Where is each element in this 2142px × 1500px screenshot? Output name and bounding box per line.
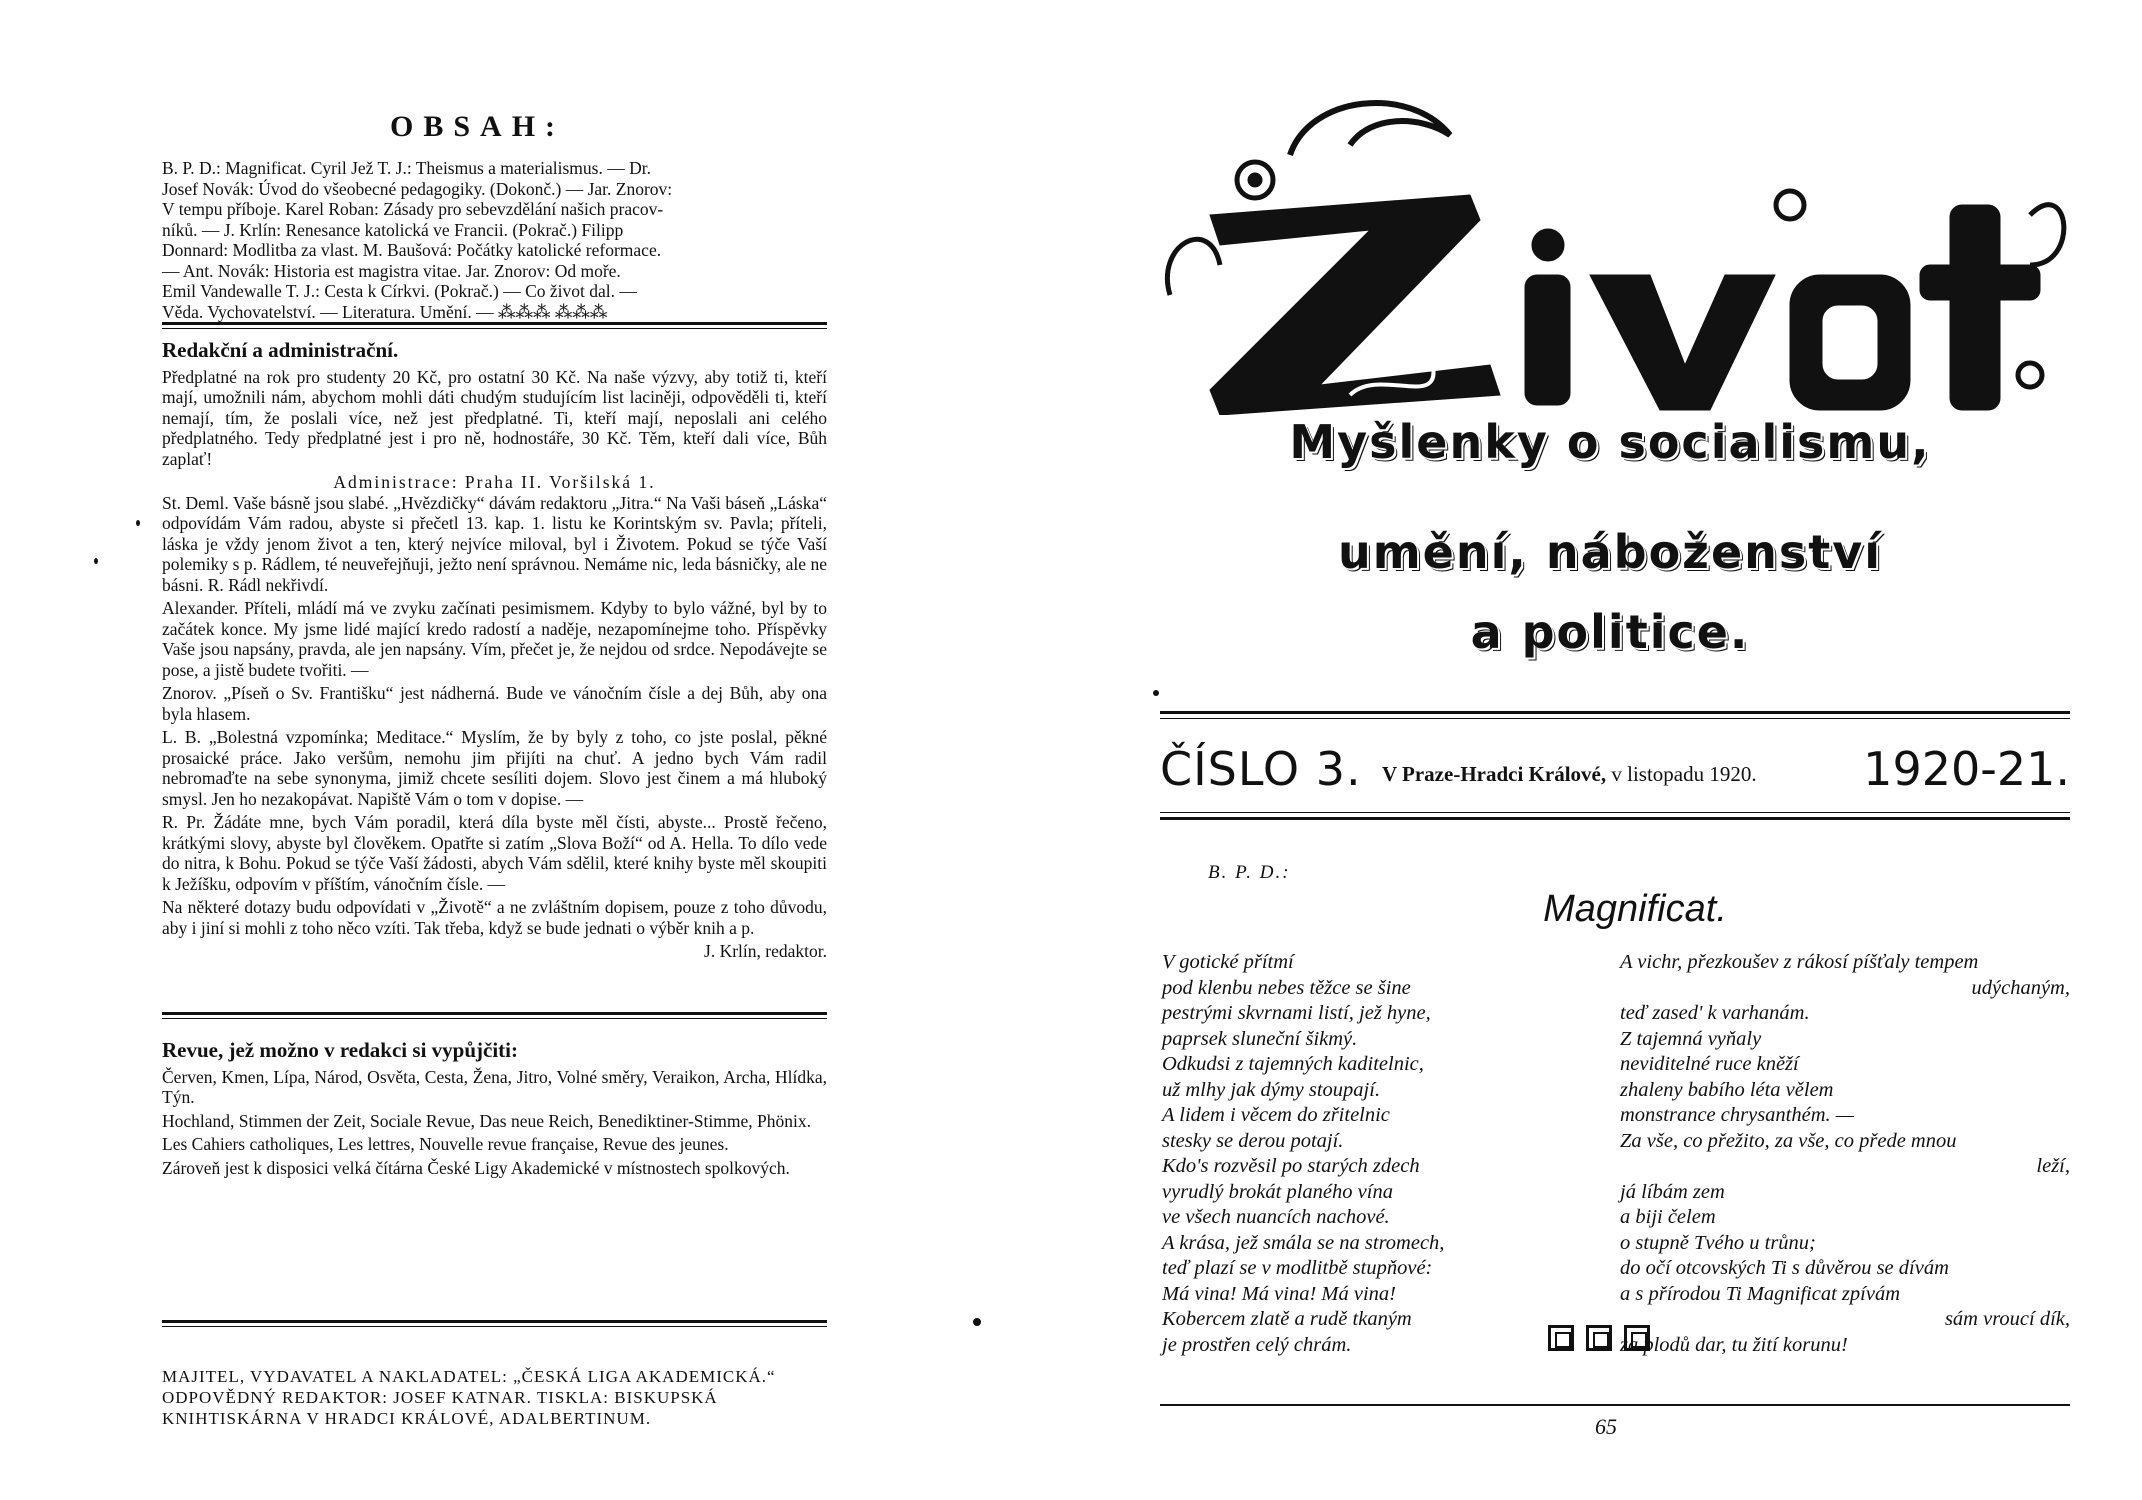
masthead-logo	[1150, 95, 2070, 415]
issue-place: V Praze-Hradci Králové,	[1382, 762, 1607, 786]
poem-line: leží,	[2036, 1155, 2070, 1177]
revue-paragraph: Zároveň jest k disposici velká čítárna České Ligy Akademické v místnostech spolkových.	[162, 1157, 790, 1178]
masthead-subtitle: Myšlenky o socialismu,	[1289, 415, 1931, 469]
poem-line: ve všech nuancích nachové.	[1162, 1206, 1390, 1228]
poem-line: je prostřen celý chrám.	[1162, 1333, 1352, 1356]
revue-paragraph: Les Cahiers catholiques, Les lettres, Nouvelle revue française, Revue des jeunes.	[162, 1134, 729, 1154]
poem-line: teď plazí se v modlitbě stupňové:	[1162, 1257, 1433, 1279]
contents-line: — Ant. Novák: Historia est magistra vitae. Jar. Znorov: Od moře.	[162, 260, 621, 281]
contents-line: V tempu příboje. Karel Roban: Zásady pro sebevzdělání našich pracov-	[162, 199, 664, 219]
poem-title: Magnificat.	[1543, 888, 1727, 930]
editorial-paragraph: Alexander. Příteli, mládí má ve zvyku začínati pesimismem. Kdyby to bylo vážné, byl by to začátek konce. My jsme lidé mající kredo radostí a naděje, nezapomínejme toho. Příspěvky Vaše jsou napsány, pravda, ale jen napsány. Vím, přečet je, že nejdou od srdce. Nepodávejte se pose, a jistě budete tvořiti. —	[162, 598, 827, 680]
masthead	[1150, 95, 2070, 695]
poem-line: paprsek sluneční šikmý.	[1162, 1027, 1358, 1050]
poem-line: já líbám zem	[1620, 1180, 1725, 1203]
poem-line: neviditelné ruce kněží	[1620, 1053, 1799, 1075]
poem-column-2	[1620, 950, 2070, 1358]
poem-line: stesky se derou potají.	[1162, 1129, 1344, 1152]
poem-line: sám vroucí dík,	[1944, 1308, 2070, 1330]
editorial-paragraph: R. Pr. Žádáte mne, bych Vám poradil, která díla byste měl čísti, abyste... Prostě řečeno, krátkými slovy, abyste byl člověkem. Opatřte si zatím „Slova Boží“ od A. Hella. To dílo vede do nitra, k Bohu. Pokud se týče Vaší žádosti, abych Vám sdělil, které knihy byste měl skoupiti k Ježíšku, odpovím v příštím, vánočním čísle. —	[162, 812, 827, 894]
poem-line: V gotické přítmí	[1162, 951, 1294, 973]
poem-line: zhaleny babího léta vělem	[1620, 1078, 1834, 1101]
editorial-paragraph: Předplatné na rok pro studenty 20 Kč, pro ostatní 30 Kč. Na naše výzvy, aby totiž ti, kteří mají, umožnili nám, abychom mohli dáti chudým studujícím list laciněji, odpověděli ti, kteří nemají, tím, že poslali více, než jest předplatné. Ti, kteří mají, neposlali ani celého předplatného. Tedy předplatné jest i pro ně, hodnostáře, 30 Kč. Těm, kteří dali více, Bůh zaplať!	[162, 366, 827, 469]
poem-line: vyrudlý brokát planého vína	[1162, 1180, 1393, 1203]
poem-line: pestrými skvrnami listí, jež hyne,	[1162, 1002, 1431, 1024]
poem-column-1	[1162, 950, 1582, 1358]
contents-line: Věda. Vychovatelství. — Literatura. Umění. — ⁂⁂⁂ ⁂⁂⁂	[162, 301, 608, 322]
issue-info	[1160, 742, 2070, 802]
poem-line: teď zased' k varhanám.	[1620, 1002, 1810, 1024]
poem-line: a s přírodou Ti Magnificat zpívám	[1620, 1282, 1900, 1305]
contents-list	[162, 158, 827, 322]
imprint	[162, 1366, 827, 1429]
contents-line: B. P. D.: Magnificat. Cyril Jež T. J.: Theismus a materialismus. — Dr.	[162, 158, 651, 178]
scan-speck	[136, 520, 140, 526]
imprint-line: ODPOVĚDNÝ REDAKTOR: JOSEF KATNAR. TISKLA: BISKUPSKÁ	[162, 1388, 718, 1407]
contents-title: OBSAH:	[390, 110, 566, 143]
poem-line: A vichr, přezkoušev z rákosí píšťaly tempem	[1620, 951, 1979, 973]
page-number: 65	[1595, 1414, 1617, 1439]
scan-speck	[1153, 690, 1159, 696]
masthead-subtitle: a politice.	[1470, 605, 1750, 659]
poem-line: už mlhy jak dýmy stoupají.	[1162, 1078, 1381, 1101]
editorial-paragraph: St. Deml. Vaše básně jsou slabé. „Hvězdičky“ dávám redaktoru „Jitra.“ Na Vaši báseň „Láska“ odpovídám Vám radou, abyste si přečetl 13. kap. 1. listu ke Korintským sv. Pavla; příteli, láska je vždy jenom život a ten, který nejvíce miloval, byl i Životem. Pokud se týče Vaší polemiky s p. Rádlem, té neuveřejňuji, ježto není správnou. Nemáme nic, leda básničky, ale ne básni. R. Rádl nekřivdí.	[162, 492, 827, 595]
poem-line: A krása, jež smála se na stromech,	[1162, 1231, 1445, 1254]
revue-section	[162, 1040, 827, 1181]
poem-line: Za vše, co přežito, za vše, co přede mnou	[1620, 1129, 1957, 1152]
poem-line: za plodů dar, tu žití korunu!	[1620, 1333, 1848, 1356]
poem-line: Z tajemná vyňaly	[1620, 1027, 1762, 1050]
revue-paragraph: Hochland, Stimmen der Zeit, Sociale Revue, Das neue Reich, Benediktiner-Stimme, Phönix.	[162, 1110, 811, 1131]
issue-divider	[1160, 711, 2070, 714]
editorial-section	[162, 340, 827, 962]
issue-number: ČÍSLO 3.	[1160, 742, 1362, 796]
editorial-paragraph: Na některé dotazy budu odpovídati v „Životě“ a ne zvláštním dopisem, pouze z toho důvodu, aby i jiní si mohli z toho něco vzíti. Tak třeba, když se bude jednati o výběr knih a p.	[162, 897, 827, 938]
ornament-icon	[1586, 1325, 1612, 1351]
ornament-icon	[1548, 1325, 1574, 1351]
poem-line: a biji čelem	[1620, 1206, 1716, 1228]
administration-note: Administrace: Praha II. Voršilská 1.	[333, 472, 656, 492]
poem-line: Kobercem zlatě a rudě tkaným	[1162, 1308, 1412, 1330]
poem-line: udýchaným,	[1971, 976, 2070, 999]
scan-speck	[94, 558, 98, 564]
issue-place-date	[1382, 762, 1757, 787]
editorial-heading: Redakční a administrační.	[162, 338, 399, 362]
masthead-subtitle: umění, náboženství	[1337, 525, 1883, 579]
section-divider	[162, 1012, 827, 1015]
section-divider	[162, 322, 827, 325]
poem-line: A lidem i věcem do zřitelnic	[1162, 1104, 1390, 1126]
contents-line: Donnard: Modlitba za vlast. M. Baušová: Počátky katolické reformace.	[162, 240, 662, 260]
editorial-paragraph: Znorov. „Píseň o Sv. Františku“ jest nádherná. Bude ve vánočním čísle a dej Bůh, aby ona byla hlasem.	[162, 683, 827, 724]
contents-line: Emil Vandewalle T. J.: Cesta k Církvi. (Pokrač.) — Co život dal. —	[162, 281, 637, 301]
scan-speck	[973, 1318, 981, 1326]
poem-line: pod klenbu nebes těžce se šine	[1162, 976, 1411, 999]
page-divider	[1160, 1404, 2070, 1406]
revue-paragraph: Červen, Kmen, Lípa, Národ, Osvěta, Cesta, Žena, Jitro, Volné směry, Veraikon, Archa, Hlídka, Týn.	[162, 1066, 827, 1107]
section-divider	[162, 1320, 827, 1323]
poem-line: Odkudsi z tajemných kaditelnic,	[1162, 1053, 1424, 1075]
issue-date: v listopadu 1920.	[1611, 762, 1757, 786]
revue-heading: Revue, jež možno v redakci si vypůjčiti:	[162, 1038, 518, 1062]
editor-signature: J. Krlín, redaktor.	[704, 941, 827, 961]
issue-year: 1920-21.	[1863, 742, 2070, 796]
poem-line: Kdo's rozvěsil po starých zdech	[1162, 1155, 1420, 1177]
poem-line: monstrance chrysanthém. —	[1620, 1104, 1855, 1126]
imprint-line: KNIHTISKÁRNA V HRADCI KRÁLOVÉ, ADALBERTINUM.	[162, 1409, 652, 1428]
poem-line: Má vina! Má vina! Má vina!	[1162, 1282, 1396, 1305]
ornament-icon	[1624, 1325, 1650, 1351]
imprint-line: MAJITEL, VYDAVATEL A NAKLADATEL: „ČESKÁ LIGA AKADEMICKÁ.“	[162, 1367, 776, 1386]
section-ornaments	[1548, 1325, 1650, 1351]
poem-line: o stupně Tvého u trůnu;	[1620, 1231, 1816, 1254]
editorial-paragraph: L. B. „Bolestná vzpomínka; Meditace.“ Myslím, že by byly z toho, co jste poslal, pěkné prosaické práce. Jako veršům, nemohu jim přijíti na chuť. A jedno bych Vám radil nebromaďte na sebe synonyma, jimiž chcete sesíliti dojem. Slovo jest činem a má hluboký smysl. Jen ho nezakopávat. Napiště Vám o tom v dopise. —	[162, 727, 827, 809]
contents-line: níků. — J. Krlín: Renesance katolická ve Francii. (Pokrač.) Filipp	[162, 219, 624, 240]
poem-author: B. P. D.:	[1208, 862, 1291, 883]
poem-line: do očí otcovských Ti s důvěrou se dívám	[1620, 1257, 1949, 1279]
issue-divider	[1160, 812, 2070, 813]
contents-line: Josef Novák: Úvod do všeobecné pedagogiky. (Dokonč.) — Jar. Znorov:	[162, 178, 673, 199]
